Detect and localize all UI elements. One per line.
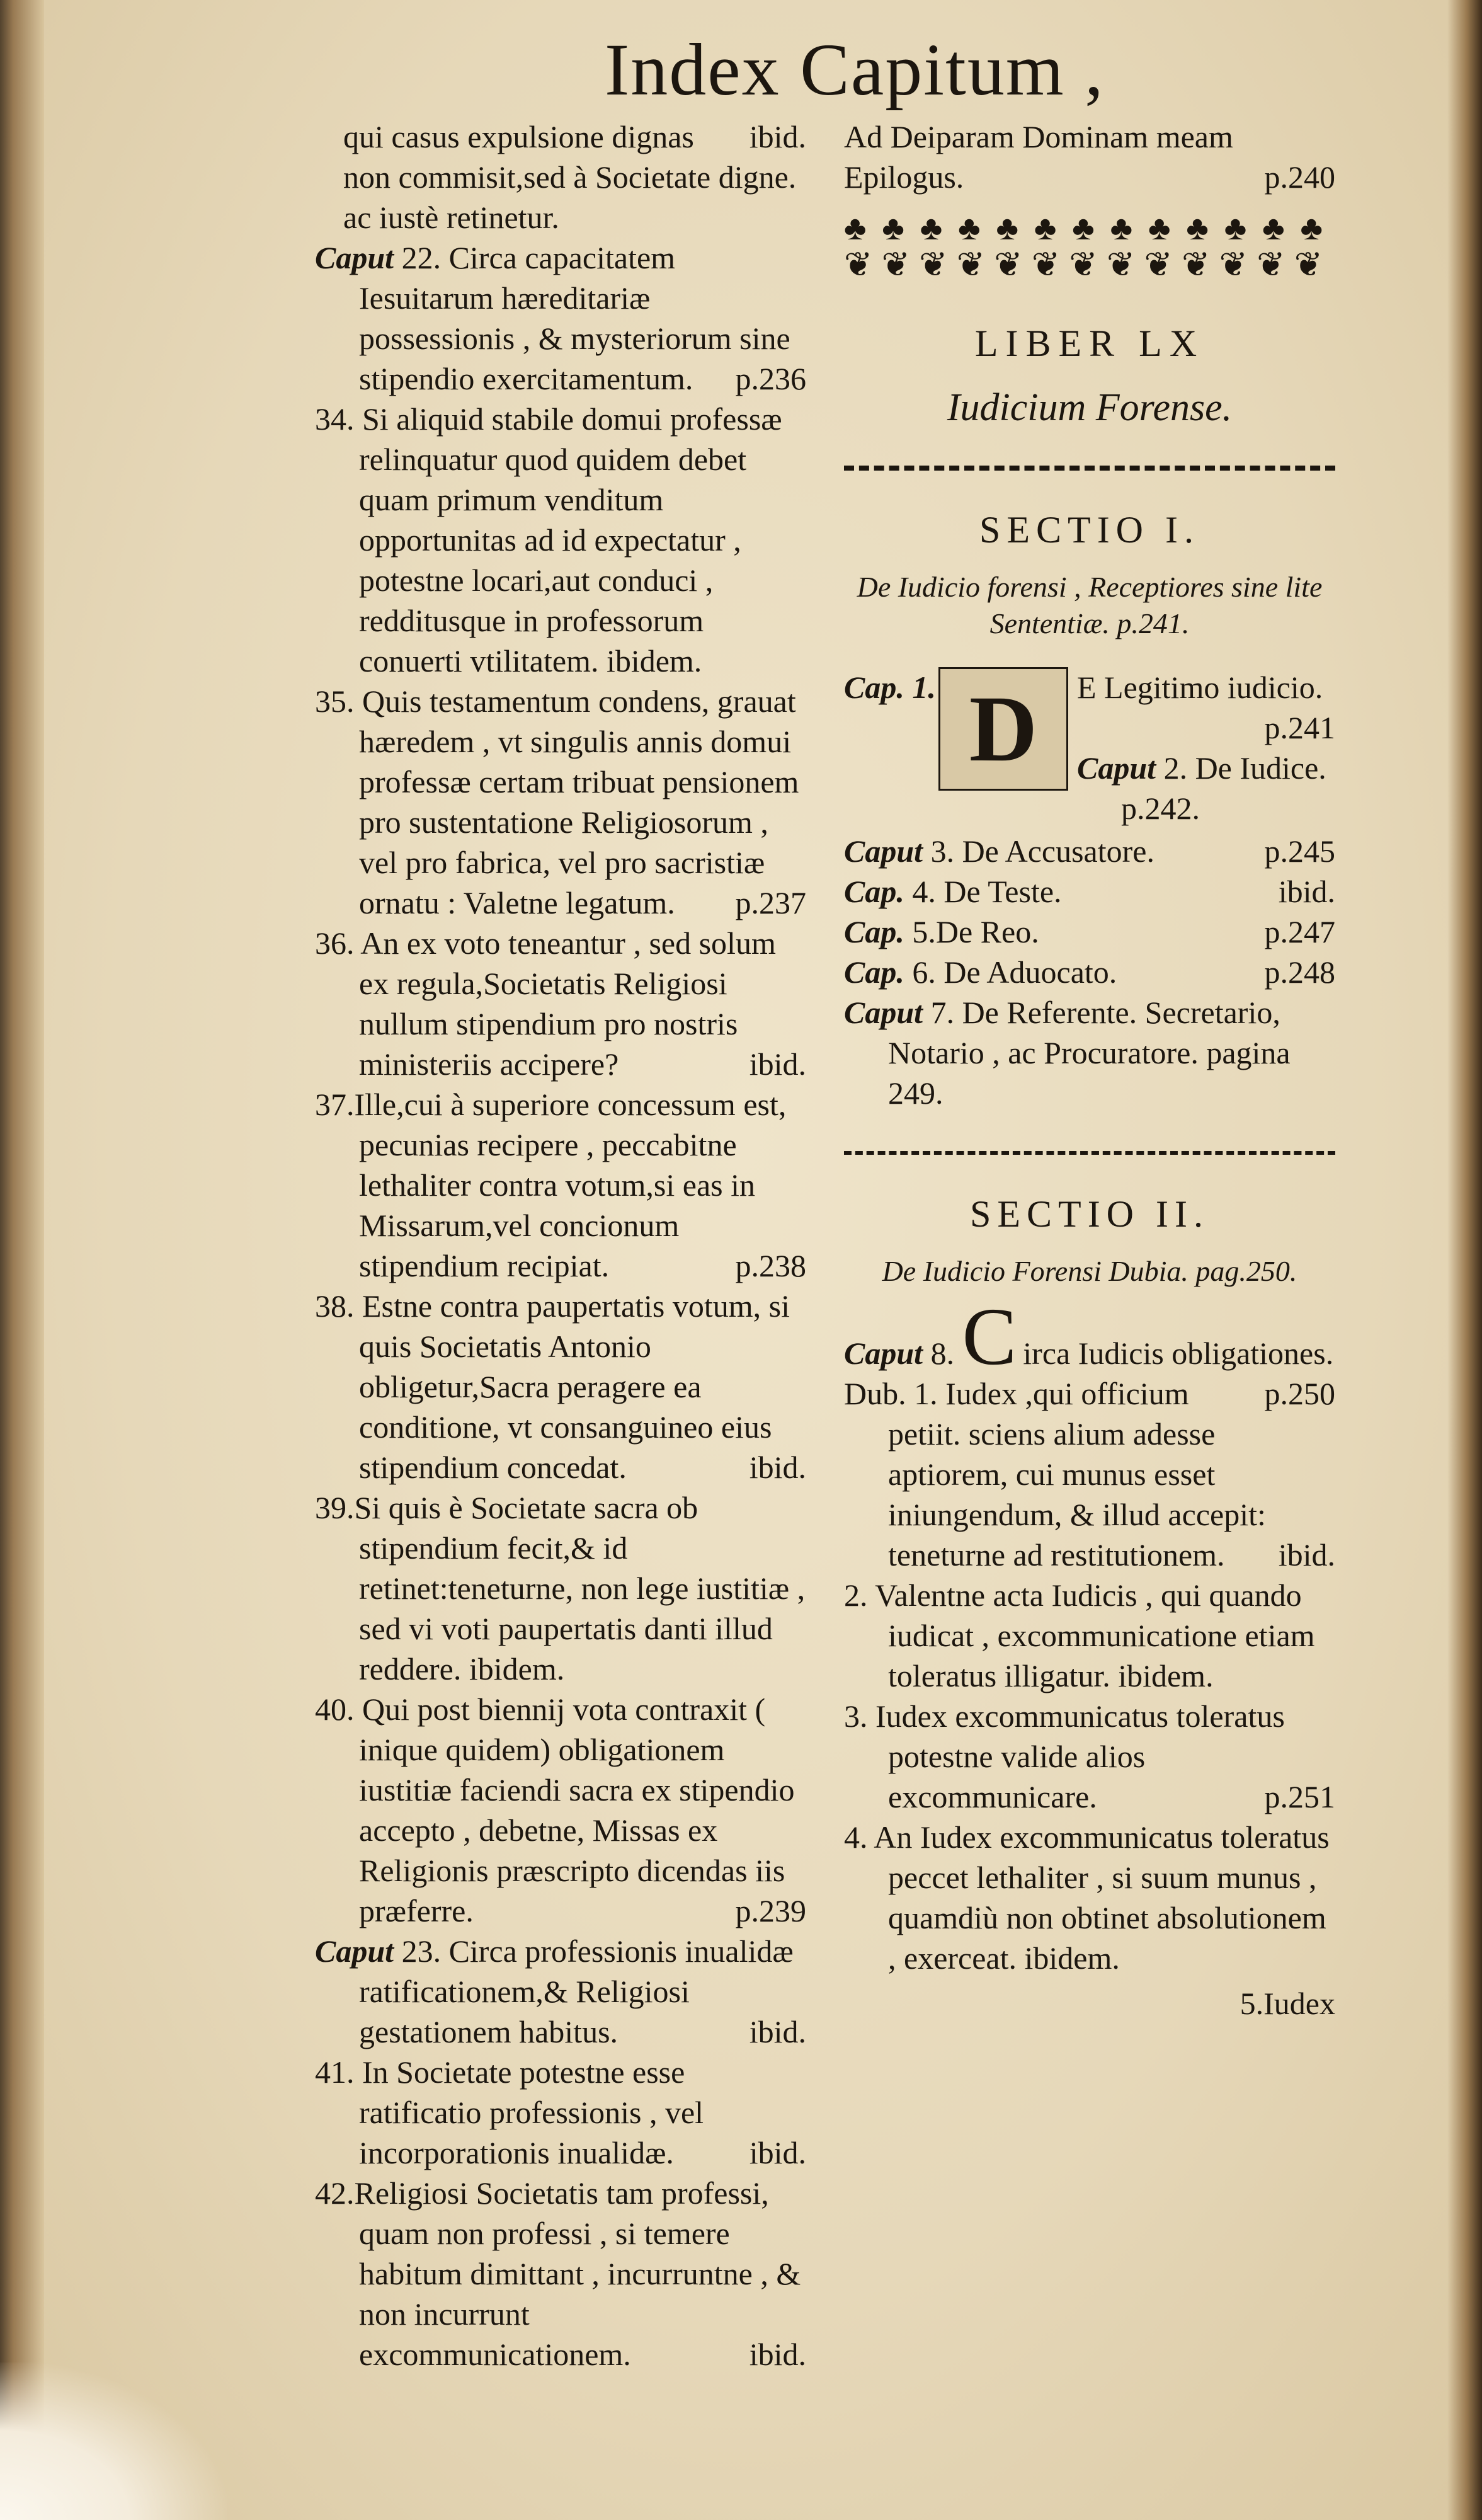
- chapter-list: [844, 831, 1335, 1113]
- entry-text: 41. In Societate potestne esse ratificatio professionis , vel incorporationis inualidæ.: [315, 2054, 704, 2170]
- entry-text: 4. An Iudex excommunicatus toleratus peccet lethaliter , si suum munus , quamdiù non obtinet absolutionem , exerceat. ibidem.: [844, 1819, 1330, 1976]
- catchword: 5.Iudex: [1240, 1986, 1335, 2021]
- fleuron-icon: ♣: [1034, 209, 1057, 247]
- entry-page: p.250: [1264, 1376, 1335, 1411]
- entry-page: p.248: [1264, 954, 1335, 990]
- chapter-label: Caput: [1077, 750, 1156, 786]
- first-chapter-block: [844, 667, 1335, 826]
- index-entry: [315, 923, 806, 1084]
- entry-text: 4. De Teste.: [904, 874, 1062, 909]
- entry-text: 35. Quis testamentum condens, grauat hæredem , vt singulis annis domui professæ certam tribuat pensionem pro sustentatione Religiosorum , vel pro fabrica, vel pro sacristiæ ornatu : Valetne legatum.: [315, 684, 799, 920]
- chapter-label: Cap.: [844, 954, 904, 990]
- fleuron-icon: ♣: [1224, 209, 1247, 247]
- fleuron-icon: ❦: [994, 246, 1023, 284]
- index-entry: [315, 117, 806, 238]
- index-entry: [315, 1286, 806, 1487]
- entry-page: ibid.: [1278, 1537, 1335, 1572]
- fleuron-icon: ❦: [844, 246, 873, 284]
- chapter-label: Cap. 1.: [844, 670, 936, 705]
- chapter-entry: [844, 831, 1335, 871]
- section-heading: SECTIO I.: [979, 509, 1200, 551]
- initial-letter: D: [969, 677, 1038, 781]
- entry-text: 40. Qui post biennij vota contraxit ( inique quidem) obligationem iustitiæ faciendi sacra ex stipendio accepto , debetne, Missas ex Religionis præscripto dicendas iis præferre.: [315, 1692, 795, 1928]
- fleuron-icon: ❦: [1106, 246, 1136, 284]
- book-title: Iudicium Forense.: [947, 386, 1233, 429]
- entry-text: 37.Ille,cui à superiore concessum est, pecunias recipere , peccabitne lethaliter contra votum,si eas in Missarum,vel concionum stipendium recipiat.: [315, 1087, 787, 1283]
- entry-page: ibid.: [749, 119, 806, 154]
- fleuron-icon: ❦: [1031, 246, 1061, 284]
- entry-text: 3. Iudex excommunicatus toleratus potestne valide alios excommunicare.: [844, 1698, 1285, 1814]
- page-edge-shadow: [1447, 0, 1482, 2520]
- fleuron-icon: ❦: [1294, 246, 1323, 284]
- entry-text: 6. De Aduocato.: [904, 954, 1117, 990]
- entry-text: 8.: [923, 1336, 955, 1371]
- entry-text: E Legitimo iudicio.: [1077, 670, 1323, 705]
- fleuron-icon: ♣: [844, 209, 867, 247]
- fleuron-icon: ♣: [920, 209, 943, 247]
- entry-text: irca Iudicis obligationes.: [1023, 1336, 1334, 1371]
- entry-text: 42.Religiosi Societatis tam professi, quam non professi , si temere habitum dimittant , incurruntne , & non incurrunt excommunicationem.: [315, 2175, 801, 2372]
- index-entry: [315, 681, 806, 923]
- index-entry: [315, 1689, 806, 1931]
- left-column: [315, 117, 806, 2374]
- chapter-entry: [315, 1931, 806, 2052]
- ornament-band-top: [844, 210, 1323, 246]
- fleuron-icon: ♣: [1300, 209, 1323, 247]
- entry-page: ibid.: [749, 2135, 806, 2170]
- chapter-entry: [844, 952, 1335, 992]
- chapter-entry: [844, 992, 1335, 1113]
- initial-letter: C: [962, 1292, 1017, 1382]
- running-header: Index Capitum ,: [605, 28, 1105, 111]
- chapter-label: Cap.: [844, 914, 904, 949]
- entry-text: Dub. 1. Iudex ,qui officium petiit. sciens alium adesse aptiorem, cui munus esset iniungendum, & illud accepit: teneturne ad restitutionem.: [844, 1376, 1266, 1572]
- book-heading: LIBER LX: [974, 323, 1205, 364]
- section-heading: SECTIO II.: [970, 1193, 1209, 1235]
- index-entry: [315, 399, 806, 681]
- doubt-entry: [844, 1575, 1335, 1696]
- entry-page: ibid.: [749, 1450, 806, 1485]
- chapter-label: Caput: [844, 1336, 923, 1371]
- decorated-initial: [938, 667, 1068, 791]
- chapter-label: Caput: [315, 240, 394, 275]
- entry-text: 2. De Iudice.: [1156, 750, 1326, 786]
- entry-text: 23. Circa professionis inualidæ ratificationem,& Religiosi gestationem habitus.: [359, 1933, 794, 2049]
- chapter-entry: [315, 238, 806, 399]
- fleuron-icon: ❦: [1069, 246, 1098, 284]
- ornament-band-bottom: [844, 246, 1323, 283]
- entry-page: p.239: [735, 1893, 806, 1928]
- fleuron-icon: ♣: [1148, 209, 1171, 247]
- fleuron-icon: ♣: [996, 209, 1018, 247]
- fleuron-icon: ♣: [958, 209, 981, 247]
- right-column: [844, 117, 1335, 2024]
- entry-page: p.240: [1264, 159, 1335, 195]
- fleuron-icon: ❦: [1257, 246, 1285, 284]
- divider-rule: [844, 466, 1335, 471]
- chapter-label: Caput: [315, 1933, 394, 1969]
- epilogue-entry: [844, 117, 1335, 197]
- fleuron-icon: ❦: [1182, 246, 1211, 284]
- entry-text: 2. Valentne acta Iudicis , qui quando iudicat , excommunicatione etiam toleratus illigatur. ibidem.: [844, 1578, 1315, 1693]
- index-entry: [315, 2173, 806, 2374]
- entry-text: 5.De Reo.: [904, 914, 1039, 949]
- fleuron-icon: ♣: [882, 209, 904, 247]
- fleuron-icon: ❦: [956, 246, 985, 284]
- fleuron-icon: ♣: [1186, 209, 1209, 247]
- fleuron-icon: ❦: [919, 246, 948, 284]
- fleuron-icon: ❦: [1219, 246, 1248, 284]
- entry-text: 38. Estne contra paupertatis votum, si quis Societatis Antonio obligetur,Sacra peragere ea conditione, vt consanguineo eius stipendium concedat.: [315, 1288, 790, 1485]
- entry-page: ibid.: [749, 2014, 806, 2049]
- entry-page: ibid.: [749, 1046, 806, 1082]
- fleuron-icon: ❦: [1144, 246, 1173, 284]
- entry-page: p.236: [735, 361, 806, 396]
- doubt-entry: [844, 1373, 1335, 1575]
- divider-rule: [844, 1151, 1335, 1155]
- chapter-entry: [1077, 667, 1335, 748]
- fleuron-icon: ❦: [881, 246, 910, 284]
- chapter-entry: [844, 871, 1335, 912]
- index-entry: [315, 1084, 806, 1286]
- entry-text: 22. Circa capacitatem Iesuitarum hæreditariæ possessionis , & mysteriorum sine stipendio exercitamentum.: [359, 240, 790, 396]
- chapter-label: Cap.: [844, 874, 904, 909]
- entry-page: p.241: [1264, 710, 1335, 745]
- section-subtitle: De Iudicio forensi , Receptiores sine lite Sententiæ. p.241.: [857, 571, 1323, 639]
- entry-text: qui casus expulsione dignas non commisit,sed à Societate digne. ac iustè retinetur.: [343, 119, 797, 235]
- entry-page: p.247: [1264, 914, 1335, 949]
- chapter-entry: [844, 912, 1335, 952]
- entry-page: ibid.: [1278, 874, 1335, 909]
- chapter-label: Caput: [844, 833, 923, 869]
- chapter-label: Caput: [844, 995, 923, 1030]
- entry-text: 34. Si aliquid stabile domui professæ relinquatur quod quidem debet quam primum venditum opportunitas ad id expectatur , potestne locari,aut conduci , redditusque in professorum conuerti vtilitatem. ibidem.: [315, 401, 782, 679]
- fleuron-icon: ♣: [1262, 209, 1285, 247]
- entry-page: p.242.: [1121, 791, 1200, 826]
- index-entry: [315, 1487, 806, 1689]
- entry-page: p.245: [1264, 833, 1335, 869]
- fleuron-icon: ♣: [1072, 209, 1095, 247]
- entry-page: p.251: [1264, 1779, 1335, 1814]
- entry-page: p.238: [735, 1248, 806, 1283]
- entry-text: 39.Si quis è Societate sacra ob stipendium fecit,& id retinet:teneturne, non lege iustitiæ , sed vi voti paupertatis danti illud reddere. ibidem.: [315, 1490, 806, 1687]
- doubt-entry: [844, 1817, 1335, 1978]
- entry-text: Ad Deiparam Dominam meam Epilogus.: [844, 119, 1233, 195]
- doubt-entry: [844, 1696, 1335, 1817]
- entry-page: p.237: [735, 885, 806, 920]
- entry-text: 36. An ex voto teneantur , sed solum ex regula,Societatis Religiosi nullum stipendium pro nostris ministeriis accipere?: [315, 925, 776, 1082]
- entry-page: ibid.: [749, 2337, 806, 2372]
- entry-text: 3. De Accusatore.: [923, 833, 1154, 869]
- chapter-entry: [1077, 748, 1335, 788]
- fleuron-icon: ♣: [1110, 209, 1133, 247]
- entry-text: 7. De Referente. Secretario, Notario , ac Procuratore. pagina 249.: [888, 995, 1291, 1111]
- section-subtitle: De Iudicio Forensi Dubia. pag.250.: [882, 1255, 1297, 1287]
- chapter-entry: [844, 1292, 1335, 1411]
- page-binding-shadow: [0, 0, 44, 2520]
- page-corner-wear: [0, 2362, 227, 2520]
- index-entry: [315, 2052, 806, 2173]
